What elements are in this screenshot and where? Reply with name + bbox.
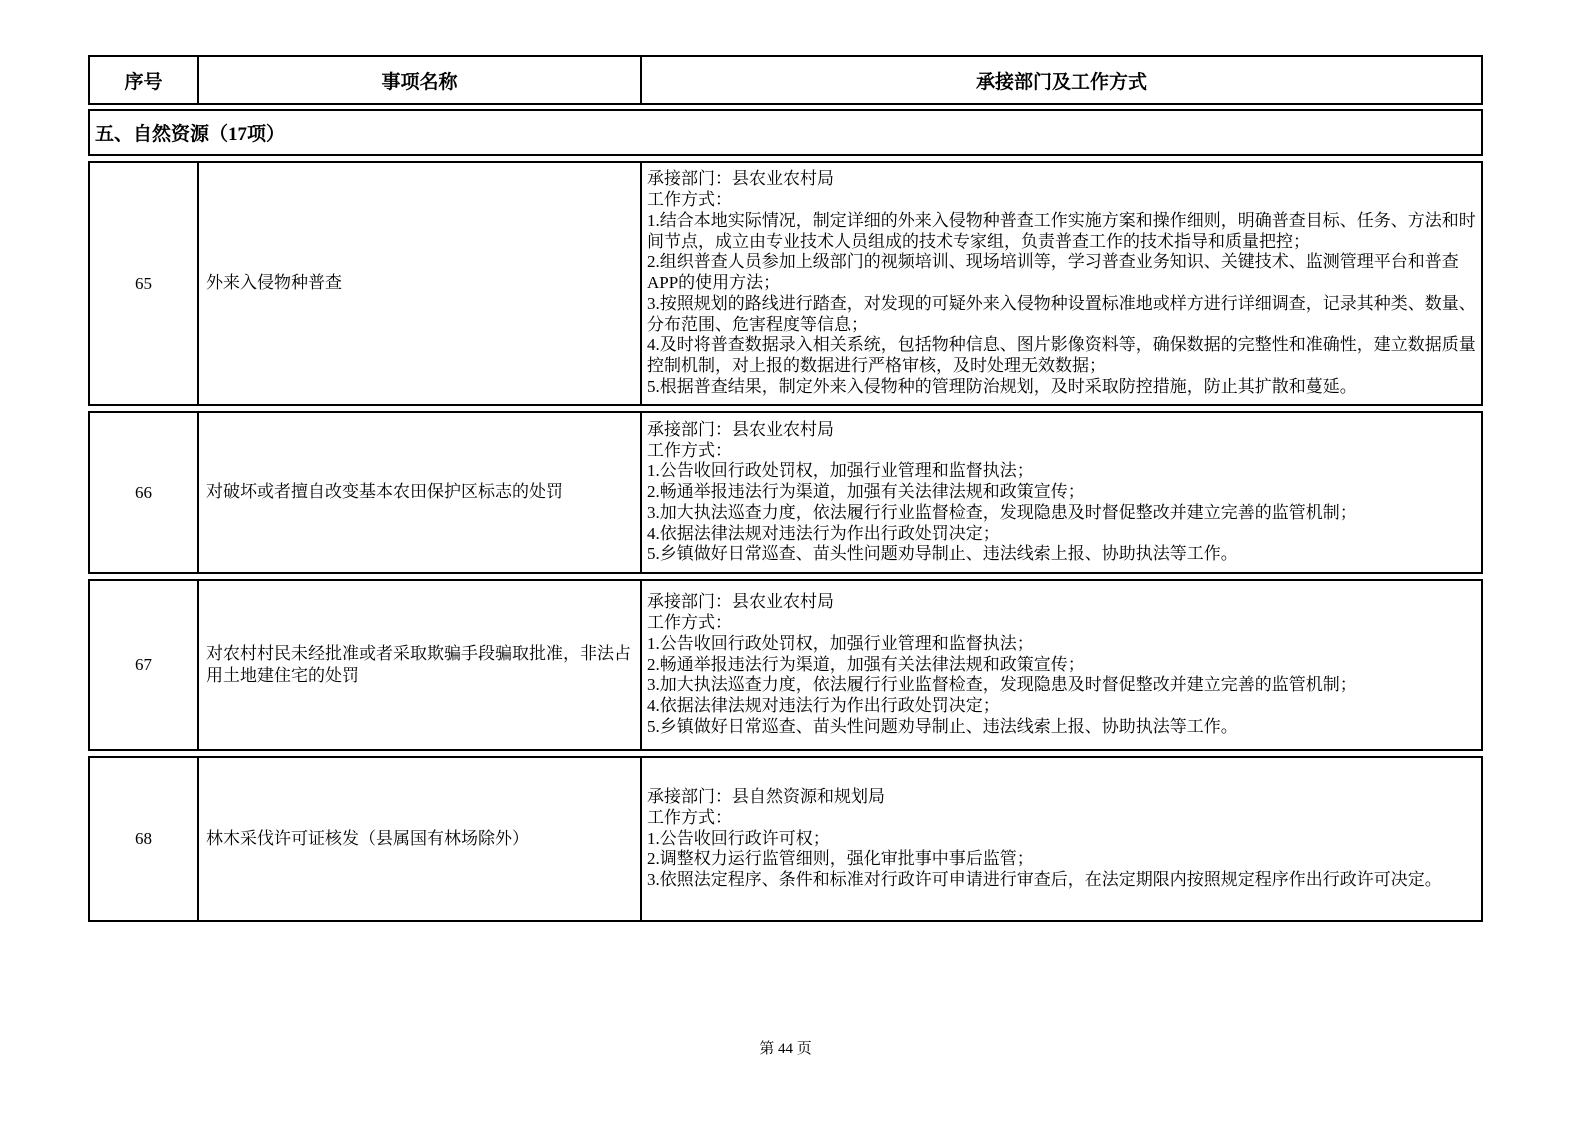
detail-line: 1.公告收回行政处罚权，加强行业管理和监督执法； (647, 633, 1034, 653)
item-name: 林木采伐许可证核发（县属国有林场除外） (199, 758, 642, 920)
detail-line: 2.调整权力运行监管细则，强化审批事中事后监管； (647, 849, 1034, 869)
detail-line: 承接部门：县自然资源和规划局 (647, 787, 885, 806)
detail-line: 1.公告收回行政许可权； (647, 828, 830, 848)
page-footer: 第 44 页 (759, 1041, 812, 1057)
section-header-row (88, 109, 1483, 156)
item-details-text (647, 420, 1357, 566)
detail-line: 3.加大执法巡查力度，依法履行行业监督检查，发现隐患及时督促整改并建立完善的监管机制； (647, 502, 1357, 522)
detail-line: 1.结合本地实际情况，制定详细的外来入侵物种普查工作实施方案和操作细则，明确普查目标、任务、方法和时间节点，成立由专业技术人员组成的技术专家组，负责普查工作的技术指导和质量把控； (647, 210, 1476, 251)
detail-line: 4.依据法律法规对违法行为作出行政处罚决定； (647, 696, 1000, 716)
detail-line: 2.畅通举报违法行为渠道，加强有关法律法规和政策宣传； (647, 654, 1085, 674)
table-row (88, 161, 1483, 406)
detail-line: 5.乡镇做好日常巡查、苗头性问题劝导制止、违法线索上报、协助执法等工作。 (647, 544, 1238, 564)
detail-line: 承接部门：县农业农村局 (647, 419, 834, 439)
row-number: 67 (90, 581, 199, 749)
item-details (642, 413, 1481, 572)
table-row (88, 579, 1483, 751)
table-row (88, 756, 1483, 922)
detail-line: 3.依照法定程序、条件和标准对行政许可申请进行审查后，在法定期限内按照规定程序作出行政许可决定。 (647, 870, 1442, 890)
item-details-text (647, 169, 1476, 398)
detail-line: 3.按照规划的路线进行踏查，对发现的可疑外来入侵物种设置标准地或样方进行详细调查，记录其种类、数量、分布范围、危害程度等信息； (647, 293, 1476, 334)
item-name: 对破坏或者擅自改变基本农田保护区标志的处罚 (199, 413, 642, 572)
table-header-row (88, 55, 1483, 105)
column-header-item-name: 事项名称 (199, 57, 642, 103)
detail-line: 工作方式： (647, 613, 732, 632)
row-number: 65 (90, 163, 199, 404)
item-details-text (647, 592, 1357, 738)
item-name: 对农村村民未经批准或者采取欺骗手段骗取批准，非法占用土地建住宅的处罚 (199, 581, 642, 749)
item-details (642, 758, 1481, 920)
column-header-number: 序号 (90, 57, 199, 103)
item-name: 外来入侵物种普查 (199, 163, 642, 404)
detail-line: 3.加大执法巡查力度，依法履行行业监督检查，发现隐患及时督促整改并建立完善的监管机制； (647, 675, 1357, 695)
detail-line: 1.公告收回行政处罚权，加强行业管理和监督执法； (647, 461, 1034, 481)
column-header-department: 承接部门及工作方式 (975, 71, 1147, 93)
row-number: 68 (90, 758, 199, 920)
items-table (88, 55, 1483, 927)
detail-line: 5.根据普查结果，制定外来入侵物种的管理防治规划，及时采取防控措施，防止其扩散和蔓延。 (647, 377, 1357, 397)
item-details (642, 163, 1481, 404)
item-details-text (647, 787, 1442, 891)
detail-line: 4.及时将普查数据录入相关系统，包括物种信息、图片影像资料等，确保数据的完整性和准确性，建立数据质量控制机制，对上报的数据进行严格审核，及时处理无效数据； (647, 335, 1476, 376)
detail-line: 4.依据法律法规对违法行为作出行政处罚决定； (647, 523, 1000, 543)
detail-line: 2.组织普查人员参加上级部门的视频培训、现场培训等，学习普查业务知识、关键技术、监测管理平台和普查APP的使用方法； (647, 252, 1459, 293)
section-title: 五、自然资源（17项） (95, 124, 286, 145)
detail-line: 承接部门：县农业农村局 (647, 169, 834, 189)
detail-line: 工作方式： (647, 189, 732, 209)
detail-line: 工作方式： (647, 807, 732, 827)
detail-line: 5.乡镇做好日常巡查、苗头性问题劝导制止、违法线索上报、协助执法等工作。 (647, 716, 1238, 736)
table-row (88, 411, 1483, 574)
detail-line: 工作方式： (647, 440, 732, 460)
detail-line: 承接部门：县农业农村局 (647, 592, 834, 612)
table-body (88, 161, 1483, 922)
item-details (642, 581, 1481, 749)
detail-line: 2.畅通举报违法行为渠道，加强有关法律法规和政策宣传； (647, 482, 1085, 502)
row-number: 66 (90, 413, 199, 572)
